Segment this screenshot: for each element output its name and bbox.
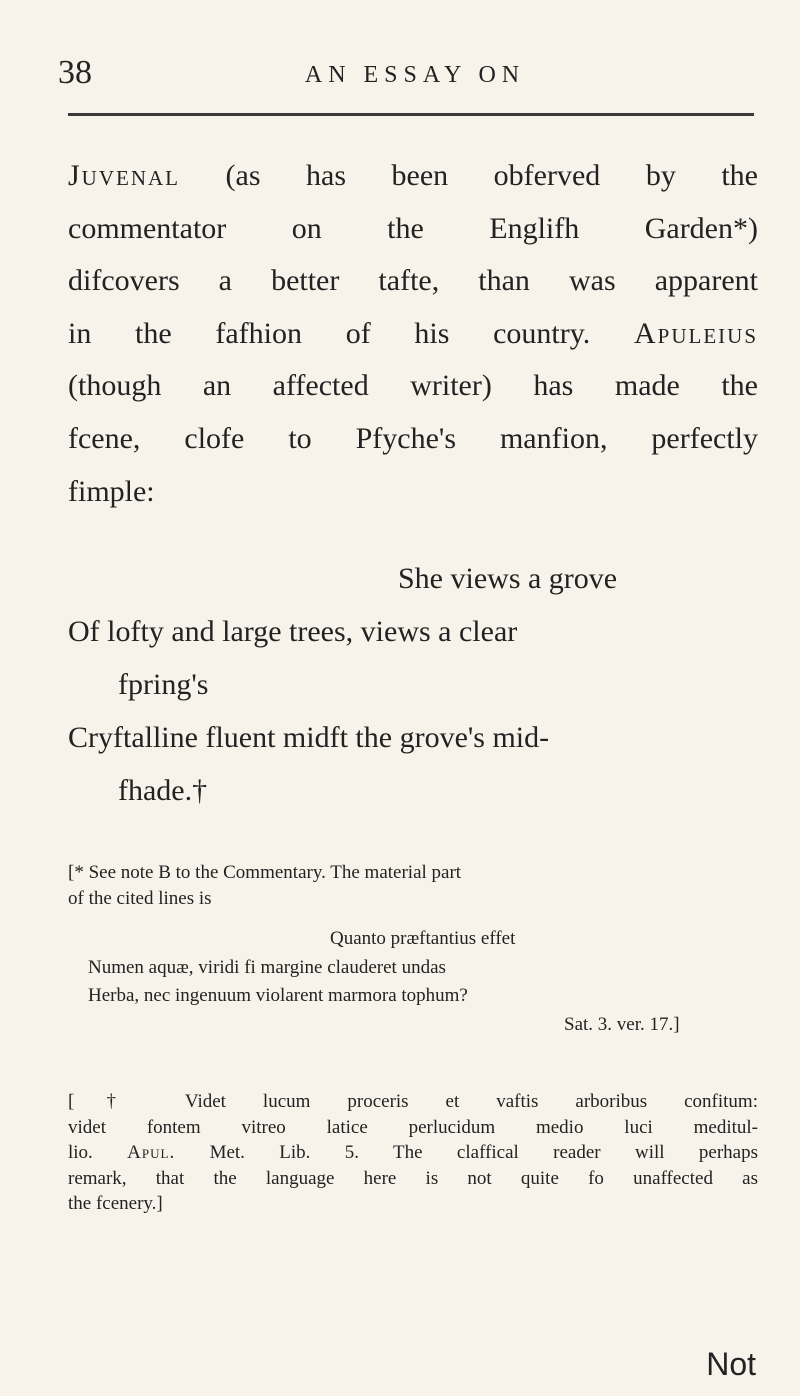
- footnote-dagger-line-3-post: Met. Lib. 5. The claffical reader will perhaps: [175, 1142, 758, 1163]
- page-number: 38: [58, 54, 92, 91]
- paragraph-line-7: fimple:: [68, 474, 155, 508]
- paragraph-line-2: commentator on the Englifh Garden*): [68, 211, 758, 245]
- header-rule: [68, 113, 754, 116]
- footnote-star-line-1: [* See note B to the Commentary. The material part: [68, 862, 462, 883]
- footnote-dagger-line-3-pre: lio.: [68, 1142, 128, 1163]
- footnote-quote-line-1: Quanto præftantius effet: [330, 928, 516, 949]
- verse-line-5: fhade.†: [118, 774, 208, 807]
- paragraph-line-6: fcene, clofe to Pfyche's manfion, perfectly: [68, 421, 758, 455]
- footnote-dagger-line-2: videt fontem vitreo latice perlucidum medio luci meditul-: [68, 1116, 758, 1138]
- footnote-dagger-line-3: [68, 1140, 758, 1166]
- footnote-star-line-2: of the cited lines is: [68, 887, 212, 909]
- verse-line-3: fpring's: [118, 668, 209, 701]
- verse-quote: [68, 552, 768, 817]
- verse-line-1: She views a grove: [398, 562, 618, 595]
- main-paragraph: [68, 150, 758, 518]
- verse-line-2: Of lofty and large trees, views a clear: [68, 615, 518, 648]
- juvenal-name: Juvenal: [68, 159, 180, 192]
- running-head: AN ESSAY ON: [304, 62, 526, 88]
- footnote-dagger-line-4: remark, that the language here is not quite fo unaffected as: [68, 1167, 758, 1189]
- paragraph-line-4: [68, 308, 758, 361]
- verse-line-4: Cryftalline fluent midft the grove's mid-: [68, 721, 550, 754]
- paragraph-line-5: (though an affected writer) has made the: [68, 369, 758, 403]
- apul-abbrev: Apul.: [127, 1142, 176, 1163]
- paragraph-line-1-text: (as has been obferved by the: [180, 159, 758, 192]
- paragraph-line-3: difcovers a better tafte, than was apparent: [68, 264, 758, 298]
- apuleius-name: Apuleius: [634, 316, 759, 350]
- footnote-dagger-line-5: the fcenery.]: [68, 1193, 163, 1214]
- paragraph-line-4-text: in the fafhion of his country.: [68, 316, 591, 350]
- catchword: Not: [706, 1346, 756, 1382]
- footnote-dagger-line-1: [† Videt lucum proceris et vaftis arboribus confitum:: [68, 1091, 758, 1112]
- footnote-dagger: [68, 1089, 758, 1217]
- footnote-reference: Sat. 3. ver. 17.]: [564, 1013, 680, 1035]
- footnote-quote-line-2: Numen aquæ, viridi fi margine clauderet undas: [88, 956, 446, 978]
- footnote-quote-line-3: Herba, nec ingenuum violarent marmora tophum?: [88, 985, 468, 1006]
- paragraph-line-1: [68, 150, 758, 203]
- footnote-star: [68, 860, 758, 1037]
